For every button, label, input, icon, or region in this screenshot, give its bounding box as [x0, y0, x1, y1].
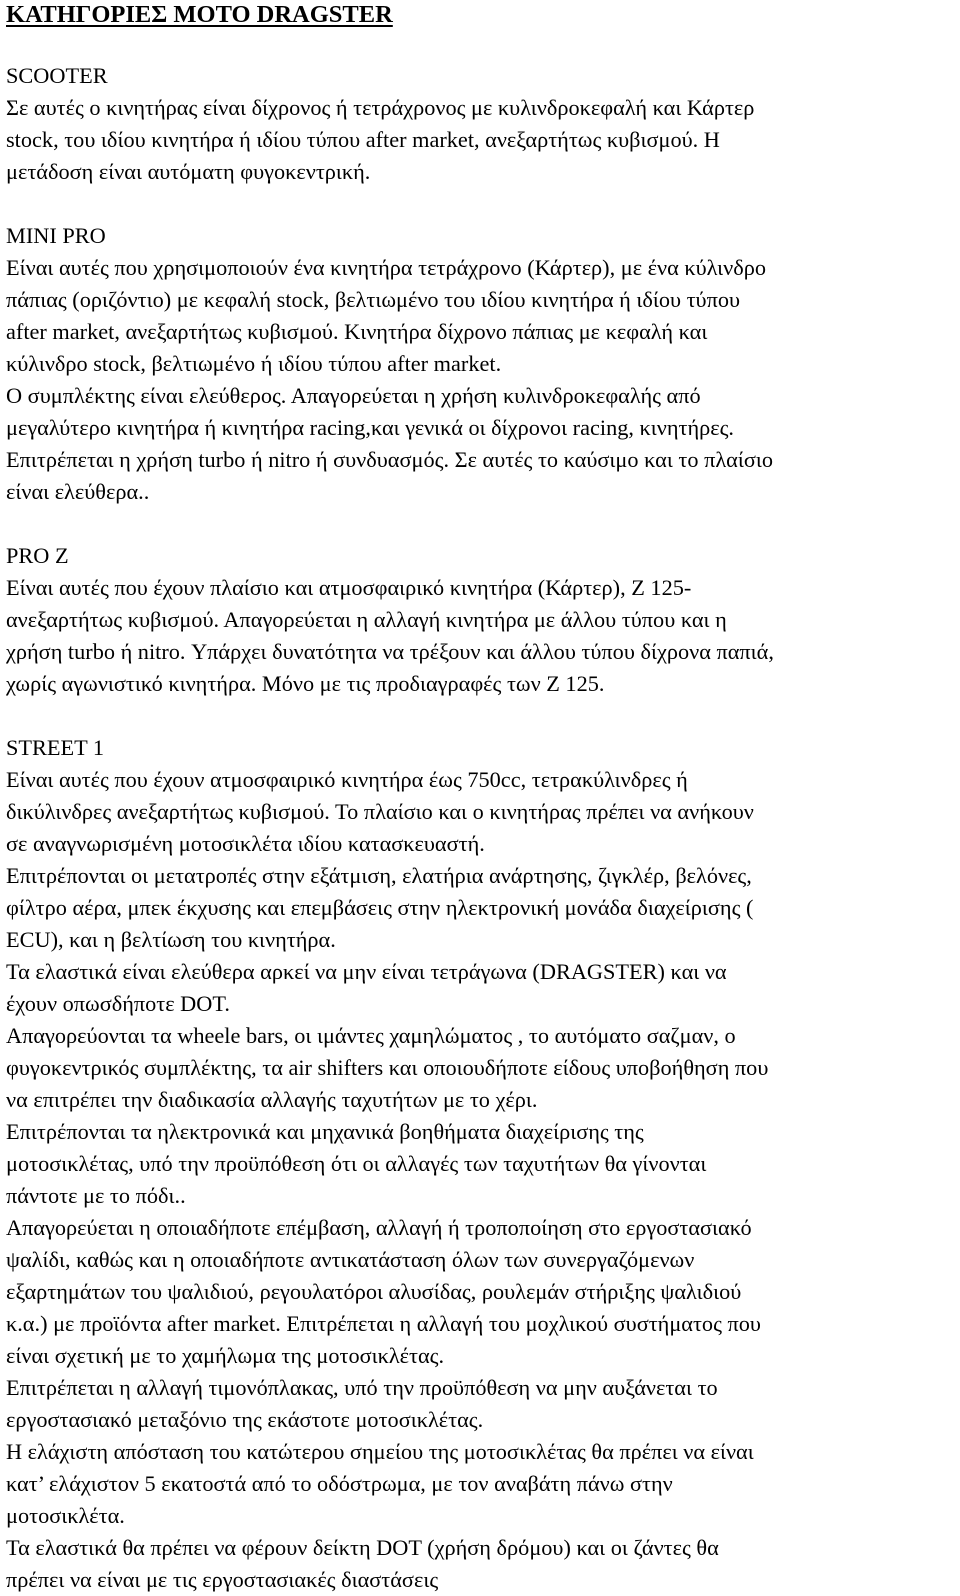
section-street-1 — [6, 732, 956, 1596]
paragraph-line: Είναι αυτές που έχουν πλαίσιο και ατμοσφαιρικό κινητήρα (Κάρτερ), Z 125- — [6, 575, 692, 600]
paragraph-line: Τα ελαστικά θα πρέπει να φέρουν δείκτη DOT (χρήση δρόμου) και οι ζάντες θα — [6, 1535, 719, 1560]
paragraph-line: μεγαλύτερο κινητήρα ή κινητήρα racing,και γενικά οι δίχρονοι racing, κινητήρες. — [6, 415, 735, 440]
paragraph-line: δικύλινδρες ανεξαρτήτως κυβισμού. Το πλαίσιο και ο κινητήρας πρέπει να ανήκουν — [6, 799, 754, 824]
paragraph-line: Είναι αυτές που έχουν ατμοσφαιρικό κινητήρα έως 750cc, τετρακύλινδρες ή — [6, 767, 688, 792]
paragraph-line: φίλτρο αέρα, μπεκ έκχυσης και επεμβάσεις στην ηλεκτρονική μονάδα διαχείρισης ( — [6, 895, 754, 920]
spacer — [6, 508, 956, 540]
paragraph-line: Η ελάχιστη απόσταση του κατώτερου σημείου της μοτοσικλέτας θα πρέπει να είναι — [6, 1439, 754, 1464]
paragraph-line: πρέπει να είναι με τις εργοστασιακές διαστάσεις — [6, 1567, 439, 1592]
paragraph-line: να επιτρέπει την διαδικασία αλλαγής ταχυτήτων με το χέρι. — [6, 1087, 538, 1112]
paragraph-line: χρήση turbo ή nitro. Υπάρχει δυνατότητα να τρέξουν και άλλου τύπου δίχρονα παπιά, — [6, 639, 774, 664]
spacer — [6, 700, 956, 732]
paragraph-line: Απαγορεύονται τα wheele bars, οι ιμάντες χαμηλώματος , το αυτόματο σαζμαν, ο — [6, 1023, 736, 1048]
paragraph-line: Επιτρέπονται οι μετατροπές στην εξάτμιση, ελατήρια ανάρτησης, ζιγκλέρ, βελόνες, — [6, 863, 752, 888]
paragraph-line: Είναι αυτές που χρησιμοποιούν ένα κινητήρα τετράχρονο (Κάρτερ), με ένα κύλινδρο — [6, 255, 767, 280]
paragraph-line: κατ’ ελάχιστον 5 εκατοστά από το οδόστρωμα, με τον αναβάτη πάνω στην — [6, 1471, 673, 1496]
paragraph-line: σε αναγνωρισμένη μοτοσικλέτα ιδίου κατασκευαστή. — [6, 831, 485, 856]
paragraph-line: Απαγορεύεται η οποιαδήποτε επέμβαση, αλλαγή ή τροποποίηση στο εργοστασιακό — [6, 1215, 752, 1240]
spacer — [6, 30, 956, 60]
paragraph-line: Ο συμπλέκτης είναι ελεύθερος. Απαγορεύεται η χρήση κυλινδροκεφαλής από — [6, 383, 701, 408]
paragraph-line: stock, του ιδίου κινητήρα ή ιδίου τύπου after market, ανεξαρτήτως κυβισμού. Η — [6, 127, 720, 152]
paragraph-line: εργοστασιακό μεταξόνιο της εκάστοτε μοτοσικλέτας. — [6, 1407, 484, 1432]
paragraph-line: ECU), και η βελτίωση του κινητήρα. — [6, 927, 336, 952]
paragraph-line: είναι ελεύθερα.. — [6, 479, 150, 504]
paragraph-line: κύλινδρο stock, βελτιωμένο ή ιδίου τύπου after market. — [6, 351, 502, 376]
paragraph-line: after market, ανεξαρτήτως κυβισμού. Κινητήρα δίχρονο πάπιας με κεφαλή και — [6, 319, 708, 344]
paragraph-line: Τα ελαστικά είναι ελεύθερα αρκεί να μην είναι τετράγωνα (DRAGSTER) και να — [6, 959, 727, 984]
paragraph-line: μοτοσικλέτα. — [6, 1503, 125, 1528]
paragraph-line: κ.α.) με προϊόντα after market. Επιτρέπεται η αλλαγή του μοχλικού συστήματος που — [6, 1311, 761, 1336]
paragraph-line: Επιτρέπονται τα ηλεκτρονικά και μηχανικά βοηθήματα διαχείρισης της — [6, 1119, 644, 1144]
paragraph-line: ανεξαρτήτως κυβισμού. Απαγορεύεται η αλλαγή κινητήρα με άλλου τύπου και η — [6, 607, 727, 632]
section-mini-pro — [6, 220, 956, 508]
paragraph-line: Σε αυτές ο κινητήρας είναι δίχρονος ή τετράχρονος με κυλινδροκεφαλή και Κάρτερ — [6, 95, 755, 120]
paragraph-line: είναι σχετική με το χαμήλωμα της μοτοσικλέτας. — [6, 1343, 445, 1368]
paragraph-line: μετάδοση είναι αυτόματη φυγοκεντρική. — [6, 159, 371, 184]
paragraph-line: πάπιας (οριζόντιο) με κεφαλή stock, βελτιωμένο του ιδίου κινητήρα ή ιδίου τύπου — [6, 287, 741, 312]
section-heading: STREET 1 — [6, 735, 105, 760]
section-scooter — [6, 60, 956, 188]
document-page — [6, 0, 956, 1596]
section-heading: SCOOTER — [6, 63, 108, 88]
paragraph-line: έχουν οπωσδήποτε DOT. — [6, 991, 230, 1016]
paragraph-line: ψαλίδι, καθώς και η οποιαδήποτε αντικατάσταση όλων των συνεργαζόμενων — [6, 1247, 695, 1272]
paragraph-line: εξαρτημάτων του ψαλιδιού, ρεγουλατόροι αλυσίδας, ρουλεμάν στήριξης ψαλιδιού — [6, 1279, 742, 1304]
paragraph-line: φυγοκεντρικός συμπλέκτης, τα air shifters και οποιουδήποτε είδους υποβοήθηση που — [6, 1055, 769, 1080]
paragraph-line: πάντοτε με το πόδι.. — [6, 1183, 186, 1208]
paragraph-line: χωρίς αγωνιστικό κινητήρα. Μόνο με τις προδιαγραφές των Z 125. — [6, 671, 605, 696]
document-title: ΚΑΤΗΓΟΡΙΕΣ ΜΟΤΟ DRAGSTER — [6, 1, 393, 28]
section-heading: MINI PRO — [6, 223, 106, 248]
spacer — [6, 188, 956, 220]
paragraph-line: μοτοσικλέτας, υπό την προϋπόθεση ότι οι αλλαγές των ταχυτήτων θα γίνονται — [6, 1151, 707, 1176]
section-heading: PRO Z — [6, 543, 69, 568]
paragraph-line: Επιτρέπεται η χρήση turbo ή nitro ή συνδυασμός. Σε αυτές το καύσιμο και το πλαίσιο — [6, 447, 773, 472]
section-pro-z — [6, 540, 956, 700]
paragraph-line: Επιτρέπεται η αλλαγή τιμονόπλακας, υπό την προϋπόθεση να μην αυξάνεται το — [6, 1375, 718, 1400]
